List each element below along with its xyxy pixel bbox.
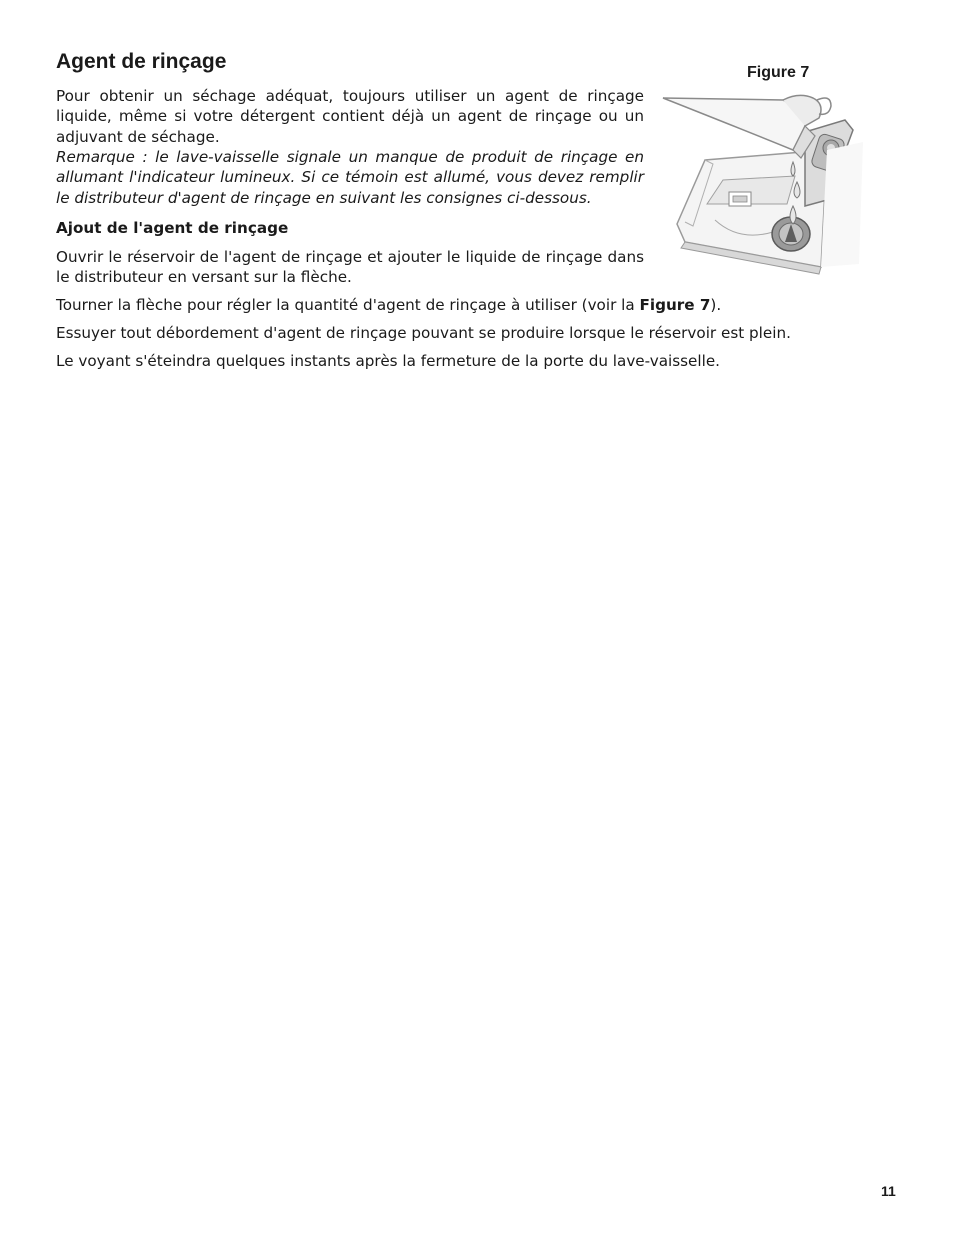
turn-arrow-text: Tourner la flèche pour régler la quantité d'agent de rinçage à utiliser (voir la	[56, 296, 640, 314]
open-reservoir-paragraph: Ouvrir le réservoir de l'agent de rinçage et ajouter le liquide de rinçage dans le distributeur en versant sur la flèche.	[56, 248, 644, 287]
remark-paragraph: Remarque : le lave-vaisselle signale un manque de produit de rinçage en allumant l'indicateur lumineux. Si ce témoin est allumé, vous devez remplir le distributeur d'agent de rinçage en suivant les consignes ci-dessous.	[56, 148, 644, 207]
rinse-aid-dispenser-illustration	[655, 92, 870, 277]
wipe-overflow-paragraph: Essuyer tout débordement d'agent de rinçage pouvant se produire lorsque le réservoir est plein.	[56, 324, 791, 342]
figure-label: Figure 7	[747, 64, 810, 81]
subsection-title: Ajout de l'agent de rinçage	[56, 219, 289, 237]
page-number: 11	[881, 1183, 896, 1199]
section-title: Agent de rinçage	[56, 50, 227, 73]
figure-reference: Figure 7	[639, 296, 711, 314]
turn-arrow-paragraph	[56, 295, 721, 315]
turn-arrow-text-end: ).	[710, 296, 722, 314]
intro-paragraph: Pour obtenir un séchage adéquat, toujours utiliser un agent de rinçage liquide, même si votre détergent contient déjà un agent de rinçage ou un adjuvant de séchage.	[56, 87, 644, 146]
indicator-light-paragraph: Le voyant s'éteindra quelques instants après la fermeture de la porte du lave-vaisselle.	[56, 352, 721, 370]
